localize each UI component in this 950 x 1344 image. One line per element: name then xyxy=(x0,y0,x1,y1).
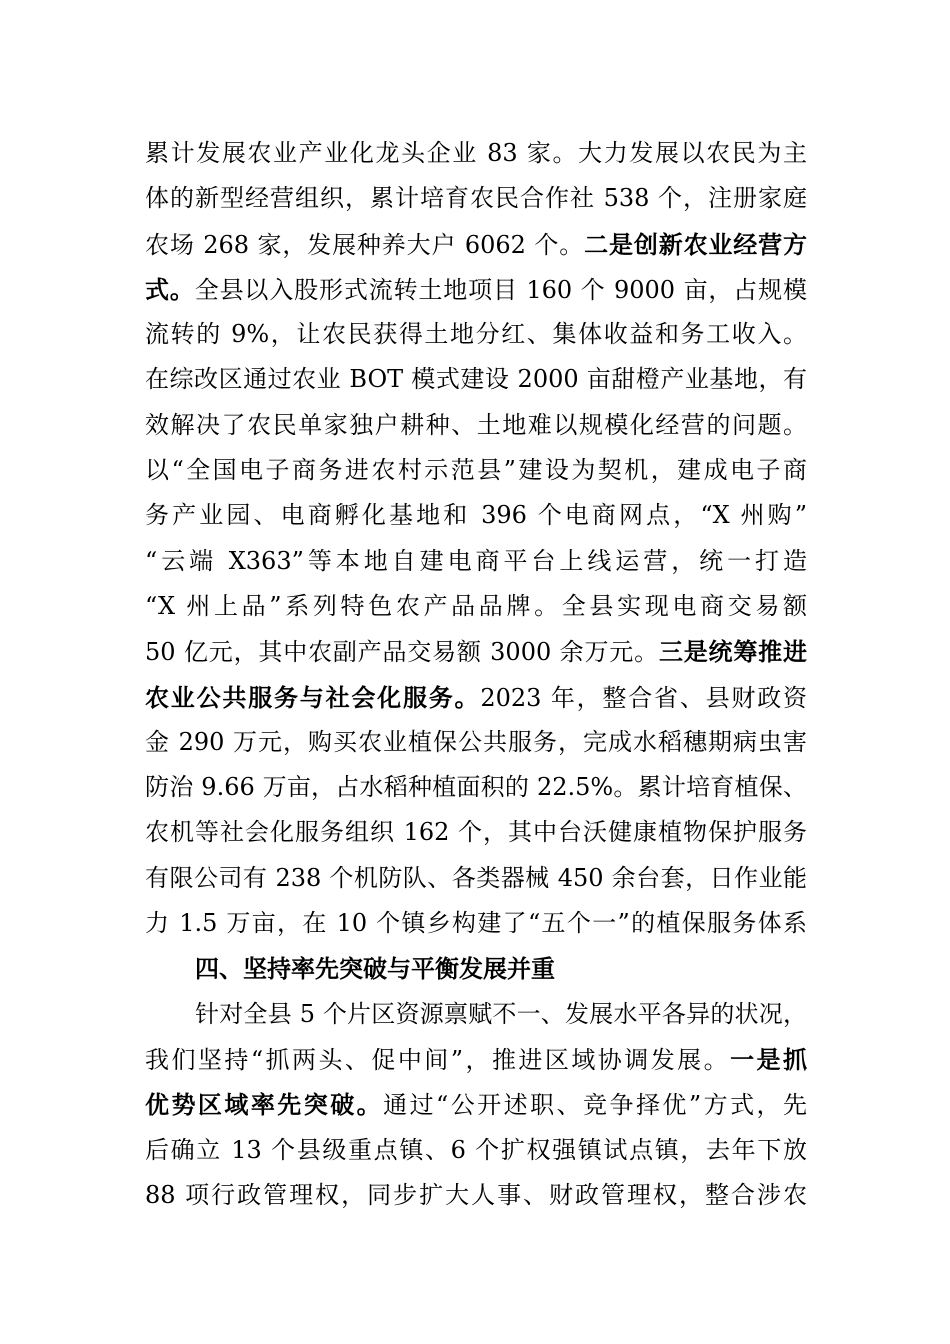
text-run: 效解决了农民单家独户耕种、土地难以规模化经营的问题。 xyxy=(145,410,807,439)
text-line xyxy=(145,856,807,901)
text-run: 累计发展农业产业化龙头企业 83 家。大力发展以农民为主 xyxy=(145,139,807,167)
text-run: 88 项行政管理权，同步扩大人事、财政管理权，整合涉农 xyxy=(145,1180,807,1209)
text-line xyxy=(145,176,807,221)
text-run: 有限公司有 238 个机防队、各类器械 450 余台套，日作业能 xyxy=(145,863,807,892)
text-line xyxy=(145,584,807,629)
text-line xyxy=(145,992,807,1037)
text-line xyxy=(145,765,807,810)
text-run: “云端 X363”等本地自建电商平台上线运营，统一打造 xyxy=(145,546,807,575)
text-run: 全县以入股形式流转土地项目 160 个 9000 亩，占规模 xyxy=(194,275,807,304)
text-line xyxy=(145,493,807,538)
text-run: 以“全国电子商务进农村示范县”建设为契机，建成电子商 xyxy=(145,456,807,485)
text-line xyxy=(145,131,807,176)
text-line xyxy=(145,539,807,584)
text-run: 我们坚持“抓两头、促中间”，推进区域协调发展。 xyxy=(145,1045,731,1074)
section-heading-text: 四、坚持率先突破与平衡发展并重 xyxy=(195,954,555,984)
text-line xyxy=(145,1037,807,1082)
text-run: 力 1.5 万亩，在 10 个镇乡构建了“五个一”的植保服务体系 xyxy=(145,909,807,938)
document-body xyxy=(145,131,807,1218)
text-line xyxy=(145,1128,807,1173)
text-line xyxy=(145,1082,807,1127)
text-run: 务产业园、电商孵化基地和 396 个电商网点，“X 州购” xyxy=(145,501,807,530)
bold-text-run: 式。 xyxy=(145,274,195,304)
bold-text-run: 一是抓 xyxy=(730,1044,807,1074)
text-line xyxy=(145,675,807,720)
text-run: 后确立 13 个县级重点镇、6 个扩权强镇试点镇，去年下放 xyxy=(145,1135,807,1164)
text-run: 通过“公开述职、竞争择优”方式，先 xyxy=(383,1091,807,1120)
text-line xyxy=(145,629,807,674)
text-line xyxy=(145,267,807,312)
text-run: 2023 年，整合省、县财政资 xyxy=(480,683,807,712)
text-line xyxy=(145,357,807,402)
bold-text-run: 二是创新农业经营方 xyxy=(584,229,808,259)
text-line xyxy=(145,222,807,267)
text-run: 金 290 万元，购买农业植保公共服务，完成水稻穗期病虫害 xyxy=(145,727,807,756)
text-line xyxy=(145,720,807,765)
text-run: 防治 9.66 万亩，占水稻种植面积的 22.5%。累计培育植保、 xyxy=(145,773,807,802)
text-line xyxy=(145,901,807,946)
text-run: 50 亿元，其中农副产品交易额 3000 余万元。 xyxy=(145,638,659,667)
text-line xyxy=(145,810,807,855)
text-run: 农场 268 家，发展种养大户 6062 个。 xyxy=(145,230,585,259)
text-run: 体的新型经营组织，累计培育农民合作社 538 个，注册家庭 xyxy=(145,184,807,213)
text-line xyxy=(145,312,807,357)
text-run: 流转的 9%，让农民获得土地分红、集体收益和务工收入。 xyxy=(145,320,807,349)
bold-text-run: 三是统筹推进 xyxy=(658,637,807,667)
text-run: “X 州上品”系列特色农产品品牌。全县实现电商交易额 xyxy=(145,591,807,620)
text-line xyxy=(145,448,807,493)
text-run: 在综改区通过农业 BOT 模式建设 2000 亩甜橙产业基地，有 xyxy=(145,365,807,394)
text-run: 农机等社会化服务组织 162 个，其中台沃健康植物保护服务 xyxy=(145,818,807,847)
text-run: 针对全县 5 个片区资源禀赋不一、发展水平各异的状况， xyxy=(195,999,807,1028)
bold-text-run: 农业公共服务与社会化服务。 xyxy=(145,682,481,712)
bold-text-run: 优势区域率先突破。 xyxy=(145,1090,384,1120)
section-heading xyxy=(145,946,807,991)
text-line xyxy=(145,1173,807,1218)
text-line xyxy=(145,403,807,448)
